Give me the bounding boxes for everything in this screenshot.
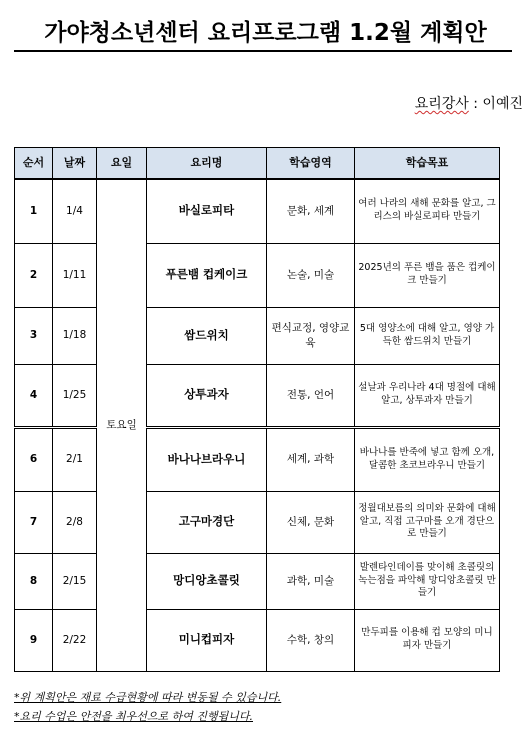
- table-header-row: [15, 148, 500, 180]
- row-area: 논술, 미술: [267, 243, 355, 307]
- header-order: 순서: [15, 148, 53, 180]
- footnote-safety: *요리 수업은 안전을 최우선으로 하여 진행됩니다.: [14, 710, 253, 723]
- row-dish: 고구마경단: [147, 491, 267, 553]
- row-dish: 바나나브라우니: [147, 427, 267, 491]
- row-dish: 쌈드위치: [147, 307, 267, 364]
- row-date: 2/22: [53, 609, 97, 671]
- header-date: 날짜: [53, 148, 97, 180]
- row-area: 전통, 언어: [267, 364, 355, 427]
- row-date: 1/11: [53, 243, 97, 307]
- footnote-supply: *위 계획안은 재료 수급현황에 따라 변동될 수 있습니다.: [14, 691, 282, 704]
- instructor-name: 이예진: [482, 96, 523, 112]
- row-goal: 5대 영양소에 대해 알고, 영양 가득한 쌈드위치 만들기: [355, 307, 500, 364]
- row-num: 8: [15, 553, 53, 609]
- row-area: 신체, 문화: [267, 491, 355, 553]
- row-goal: 2025년의 푸른 뱀을 품은 컵케이크 만들기: [355, 243, 500, 307]
- row-area: 세계, 과학: [267, 427, 355, 491]
- row-num: 1: [15, 179, 53, 243]
- table-row: [15, 307, 500, 364]
- row-num: 6: [15, 427, 53, 491]
- row-num: 4: [15, 364, 53, 427]
- row-dish: 미니컵피자: [147, 609, 267, 671]
- row-date: 2/1: [53, 427, 97, 491]
- table-row: [15, 491, 500, 553]
- table-row: [15, 553, 500, 609]
- instructor-line: [415, 93, 523, 113]
- table-row: [15, 179, 500, 243]
- row-goal: 만두피를 이용해 컵 모양의 미니피자 만들기: [355, 609, 500, 671]
- row-dish: 망디앙초콜릿: [147, 553, 267, 609]
- row-num: 9: [15, 609, 53, 671]
- row-goal: 설날과 우리나라 4대 명절에 대해 알고, 상투과자 만들기: [355, 364, 500, 427]
- title-underline: [14, 50, 512, 52]
- row-date: 1/18: [53, 307, 97, 364]
- instructor-separator: :: [468, 96, 483, 112]
- row-area: 편식교정, 영양교육: [267, 307, 355, 364]
- row-goal: 바나나를 반죽에 넣고 함께 오개, 달콤한 초코브라우니 만들기: [355, 427, 500, 491]
- table-row: [15, 364, 500, 427]
- header-area: 학습영역: [267, 148, 355, 180]
- page-title: 가야청소년센터 요리프로그램 1.2월 계획안: [44, 20, 487, 46]
- row-goal: 여러 나라의 새해 문화를 알고, 그리스의 바실로피타 만들기: [355, 179, 500, 243]
- row-date: 1/4: [53, 179, 97, 243]
- row-num: 7: [15, 491, 53, 553]
- table-row: [15, 609, 500, 671]
- header-goal: 학습목표: [355, 148, 500, 180]
- header-dish: 요리명: [147, 148, 267, 180]
- header-day: 요일: [97, 148, 147, 180]
- cooking-plan-table: [14, 147, 500, 672]
- row-dish: 상투과자: [147, 364, 267, 427]
- row-dish: 푸른뱀 컵케이크: [147, 243, 267, 307]
- row-date: 2/15: [53, 553, 97, 609]
- table-row: [15, 427, 500, 491]
- row-num: 3: [15, 307, 53, 364]
- row-goal: 정월대보름의 의미와 문화에 대해 알고, 직접 고구마를 오개 경단으로 만들기: [355, 491, 500, 553]
- table-row: [15, 243, 500, 307]
- row-date: 1/25: [53, 364, 97, 427]
- row-date: 2/8: [53, 491, 97, 553]
- instructor-label: 요리강사: [414, 96, 469, 112]
- row-goal: 발렌타인데이를 맞이해 초콜릿의 녹는점을 파악해 망디앙초콜릿 만들기: [355, 553, 500, 609]
- row-area: 수학, 창의: [267, 609, 355, 671]
- day-cell: 토요일: [97, 179, 147, 671]
- row-num: 2: [15, 243, 53, 307]
- row-area: 문화, 세계: [267, 179, 355, 243]
- row-dish: 바실로피타: [147, 179, 267, 243]
- row-area: 과학, 미술: [267, 553, 355, 609]
